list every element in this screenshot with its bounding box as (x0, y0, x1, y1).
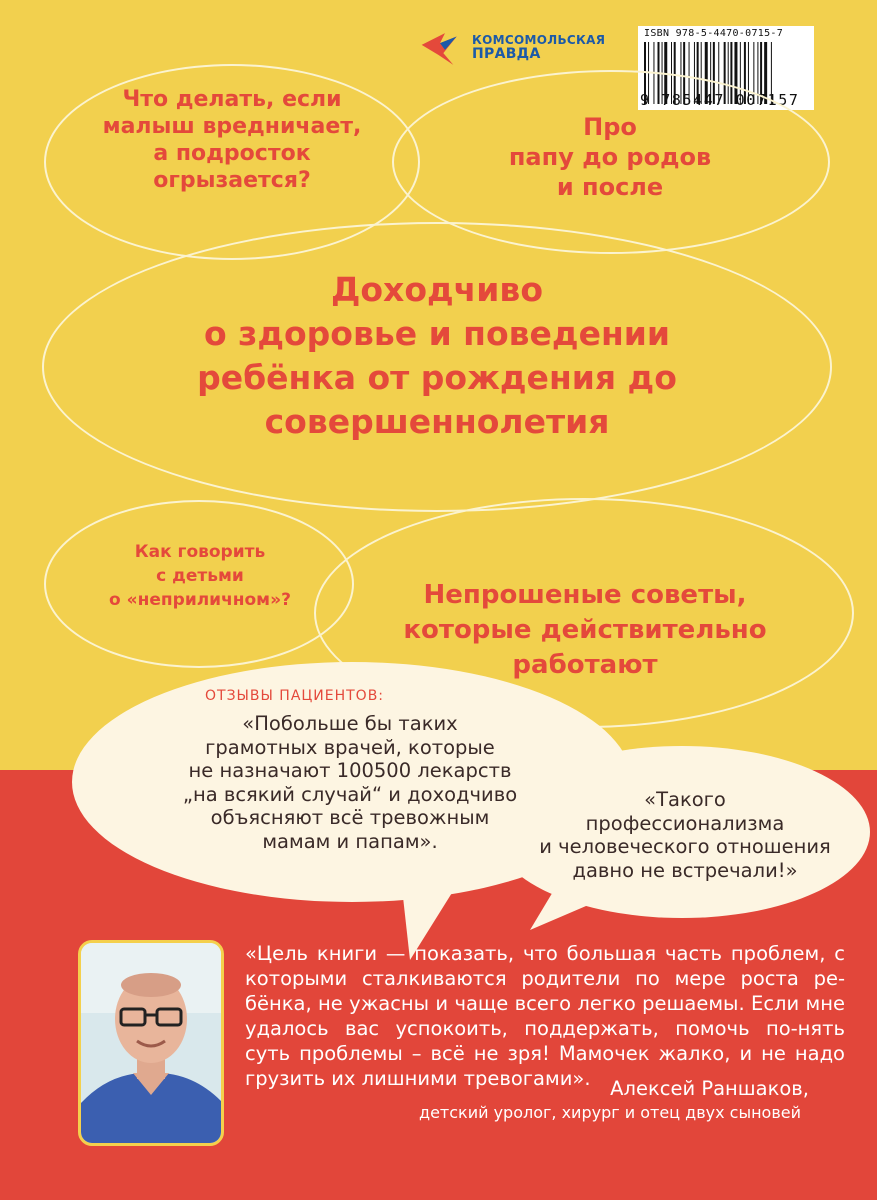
publisher-line2: ПРАВДА (472, 46, 541, 62)
reviews-label: ОТЗЫВЫ ПАЦИЕНТОВ: (205, 688, 385, 704)
author-portrait-icon (81, 943, 221, 1143)
bubble-top-left-text: Что делать, если малыш вредничает, а подросток огрызается? (102, 87, 362, 193)
review-1: «Побольше бы таких грамотных врачей, которые не назначают 100500 лекарств „на всякий случай“ и доходчиво объясняют всё тревожным мамам и папам». (182, 712, 518, 853)
bubble-main-text: Доходчиво о здоровье и поведении ребёнка от рождения до совершеннолетия (197, 270, 677, 441)
bubble-mid-left-text: Как говорить с детьми о «неприличном»? (109, 542, 291, 610)
publisher-line1: КОМСОМОЛЬСКАЯ (472, 33, 606, 47)
author-quote: «Цель книги — показать, что большая часть проблем, с которыми сталкиваются родители по мере роста ре-бёнка, не ужасны и чаще всего легко решаемы. Если мне удалось вас успокоить, поддержать, помочь по-нять суть проблемы – всё не зря! Мамочек жалко, и не надо грузить их лишними тревогами». (245, 942, 845, 1090)
isbn-text: ISBN 978-5-4470-0715-7 (644, 28, 784, 39)
bubble-top-right-text: Про папу до родов и после (508, 113, 712, 201)
bubble-mid-right-text: Непрошеные советы, которые действительно работают (403, 580, 767, 680)
author-role: детский уролог, хирург и отец двух сыновей (419, 1103, 801, 1122)
author-name: Алексей Раншаков, (610, 1077, 809, 1100)
review-2: «Такого профессионализма и человеческого отношения давно не встречали!» (539, 788, 831, 882)
author-photo (78, 940, 224, 1146)
barcode-number: 9 785447 007157 (640, 91, 800, 109)
